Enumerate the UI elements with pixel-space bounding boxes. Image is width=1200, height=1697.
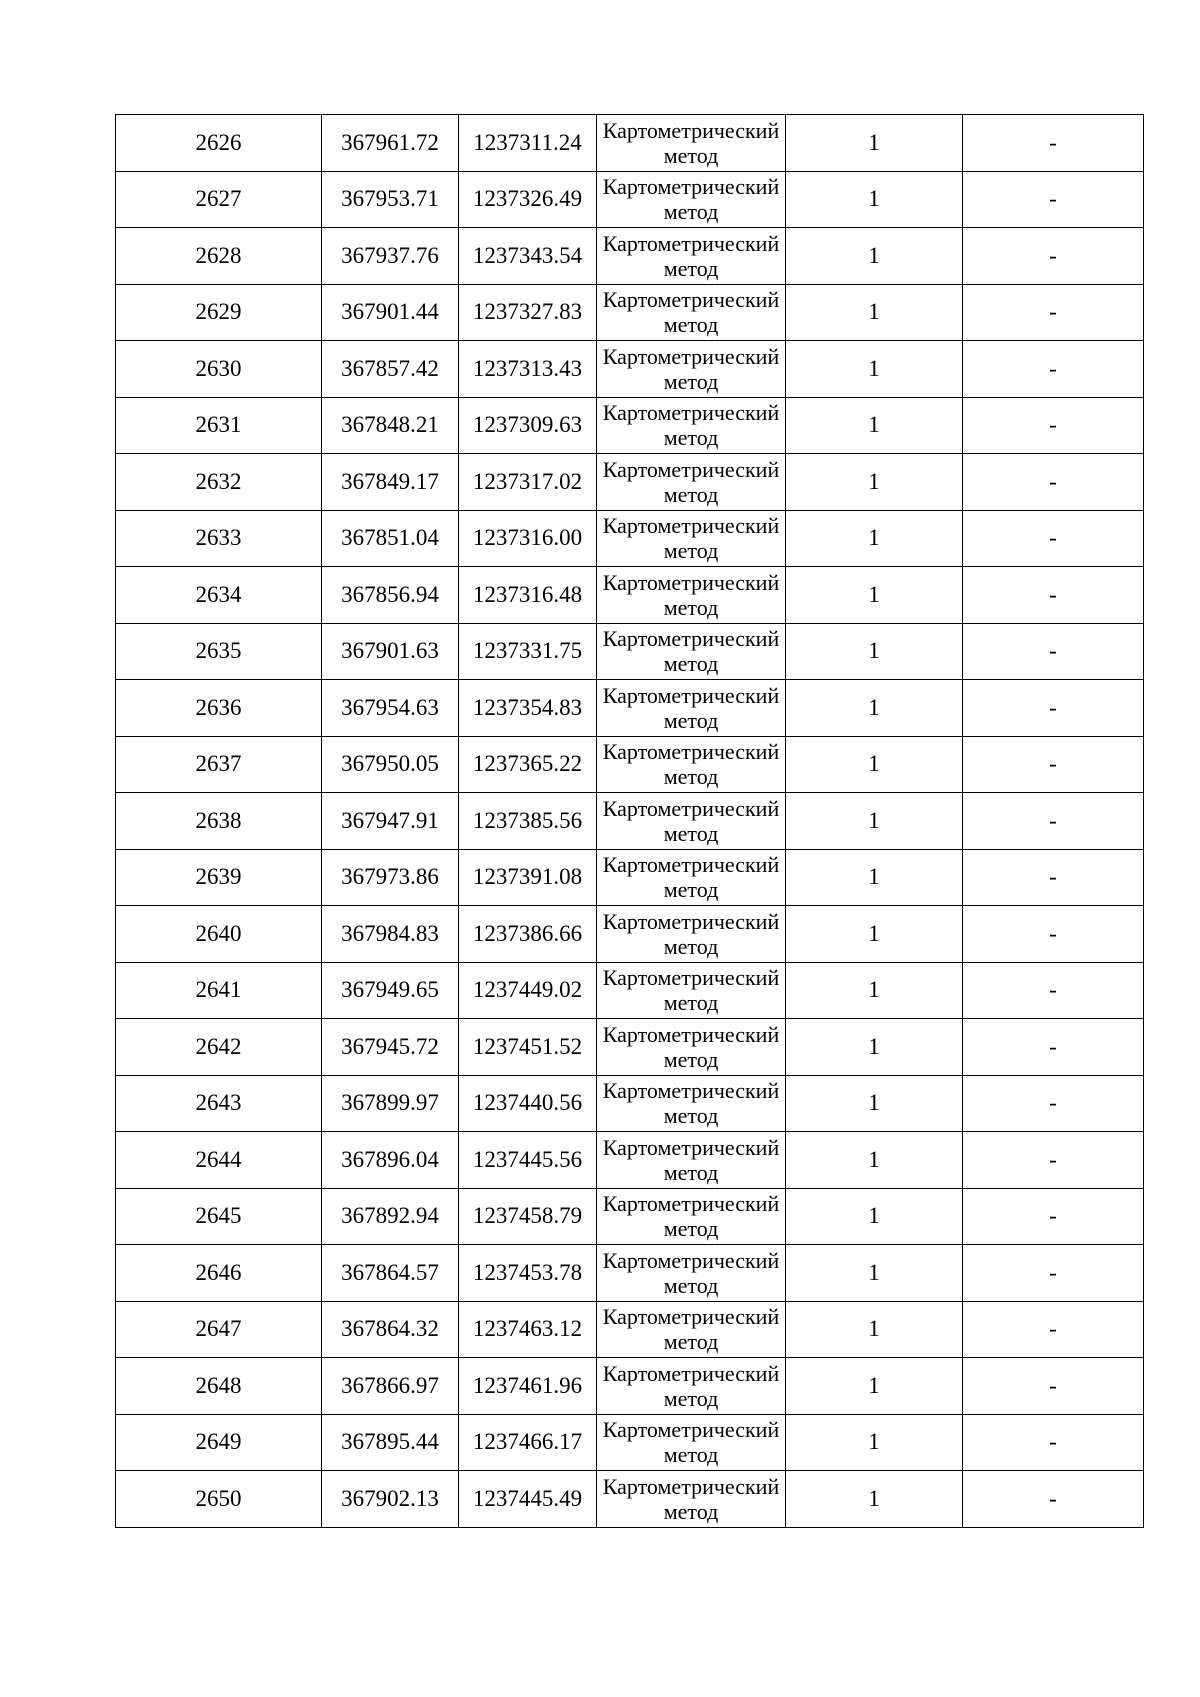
note-cell: - xyxy=(963,397,1144,454)
accuracy-cell: 1 xyxy=(786,623,963,680)
table-row xyxy=(116,510,1144,567)
method-cell: Картометрический метод xyxy=(597,284,786,341)
x-coordinate-cell: 367901.63 xyxy=(322,623,459,680)
x-coordinate-cell: 367901.44 xyxy=(322,284,459,341)
method-cell: Картометрический метод xyxy=(597,736,786,793)
x-coordinate-cell: 367892.94 xyxy=(322,1188,459,1245)
y-coordinate-cell: 1237331.75 xyxy=(459,623,597,680)
point-number-cell: 2631 xyxy=(116,397,322,454)
note-cell: - xyxy=(963,1075,1144,1132)
x-coordinate-cell: 367848.21 xyxy=(322,397,459,454)
accuracy-cell: 1 xyxy=(786,341,963,398)
point-number-cell: 2630 xyxy=(116,341,322,398)
table-row xyxy=(116,115,1144,172)
point-number-cell: 2626 xyxy=(116,115,322,172)
point-number-cell: 2646 xyxy=(116,1245,322,1302)
point-number-cell: 2640 xyxy=(116,906,322,963)
note-cell: - xyxy=(963,736,1144,793)
x-coordinate-cell: 367947.91 xyxy=(322,793,459,850)
x-coordinate-cell: 367945.72 xyxy=(322,1019,459,1076)
method-cell: Картометрический метод xyxy=(597,1471,786,1528)
note-cell: - xyxy=(963,1358,1144,1415)
method-cell: Картометрический метод xyxy=(597,1075,786,1132)
note-cell: - xyxy=(963,793,1144,850)
table-row xyxy=(116,1132,1144,1189)
method-cell: Картометрический метод xyxy=(597,510,786,567)
accuracy-cell: 1 xyxy=(786,171,963,228)
y-coordinate-cell: 1237386.66 xyxy=(459,906,597,963)
method-cell: Картометрический метод xyxy=(597,1301,786,1358)
note-cell: - xyxy=(963,1188,1144,1245)
note-cell: - xyxy=(963,1471,1144,1528)
note-cell: - xyxy=(963,906,1144,963)
y-coordinate-cell: 1237311.24 xyxy=(459,115,597,172)
y-coordinate-cell: 1237343.54 xyxy=(459,228,597,285)
accuracy-cell: 1 xyxy=(786,1245,963,1302)
accuracy-cell: 1 xyxy=(786,284,963,341)
x-coordinate-cell: 367902.13 xyxy=(322,1471,459,1528)
point-number-cell: 2636 xyxy=(116,680,322,737)
y-coordinate-cell: 1237317.02 xyxy=(459,454,597,511)
x-coordinate-cell: 367984.83 xyxy=(322,906,459,963)
x-coordinate-cell: 367896.04 xyxy=(322,1132,459,1189)
method-cell: Картометрический метод xyxy=(597,1358,786,1415)
method-cell: Картометрический метод xyxy=(597,793,786,850)
accuracy-cell: 1 xyxy=(786,454,963,511)
table-row xyxy=(116,454,1144,511)
method-cell: Картометрический метод xyxy=(597,849,786,906)
note-cell: - xyxy=(963,623,1144,680)
accuracy-cell: 1 xyxy=(786,736,963,793)
y-coordinate-cell: 1237316.00 xyxy=(459,510,597,567)
accuracy-cell: 1 xyxy=(786,906,963,963)
note-cell: - xyxy=(963,962,1144,1019)
accuracy-cell: 1 xyxy=(786,680,963,737)
x-coordinate-cell: 367866.97 xyxy=(322,1358,459,1415)
x-coordinate-cell: 367895.44 xyxy=(322,1414,459,1471)
note-cell: - xyxy=(963,567,1144,624)
table-row xyxy=(116,849,1144,906)
accuracy-cell: 1 xyxy=(786,510,963,567)
table-row xyxy=(116,736,1144,793)
point-number-cell: 2645 xyxy=(116,1188,322,1245)
x-coordinate-cell: 367899.97 xyxy=(322,1075,459,1132)
note-cell: - xyxy=(963,454,1144,511)
point-number-cell: 2635 xyxy=(116,623,322,680)
point-number-cell: 2627 xyxy=(116,171,322,228)
y-coordinate-cell: 1237463.12 xyxy=(459,1301,597,1358)
accuracy-cell: 1 xyxy=(786,849,963,906)
y-coordinate-cell: 1237453.78 xyxy=(459,1245,597,1302)
point-number-cell: 2644 xyxy=(116,1132,322,1189)
table-row xyxy=(116,962,1144,1019)
x-coordinate-cell: 367953.71 xyxy=(322,171,459,228)
method-cell: Картометрический метод xyxy=(597,623,786,680)
accuracy-cell: 1 xyxy=(786,115,963,172)
x-coordinate-cell: 367949.65 xyxy=(322,962,459,1019)
coordinates-table-body xyxy=(116,115,1144,1528)
coordinates-table xyxy=(115,114,1144,1528)
note-cell: - xyxy=(963,1132,1144,1189)
table-row xyxy=(116,1188,1144,1245)
table-row xyxy=(116,341,1144,398)
note-cell: - xyxy=(963,171,1144,228)
method-cell: Картометрический метод xyxy=(597,341,786,398)
method-cell: Картометрический метод xyxy=(597,906,786,963)
method-cell: Картометрический метод xyxy=(597,228,786,285)
note-cell: - xyxy=(963,1245,1144,1302)
table-row xyxy=(116,171,1144,228)
note-cell: - xyxy=(963,341,1144,398)
x-coordinate-cell: 367961.72 xyxy=(322,115,459,172)
accuracy-cell: 1 xyxy=(786,1132,963,1189)
method-cell: Картометрический метод xyxy=(597,567,786,624)
accuracy-cell: 1 xyxy=(786,962,963,1019)
method-cell: Картометрический метод xyxy=(597,1132,786,1189)
y-coordinate-cell: 1237326.49 xyxy=(459,171,597,228)
accuracy-cell: 1 xyxy=(786,1019,963,1076)
x-coordinate-cell: 367856.94 xyxy=(322,567,459,624)
point-number-cell: 2633 xyxy=(116,510,322,567)
table-row xyxy=(116,1358,1144,1415)
accuracy-cell: 1 xyxy=(786,1188,963,1245)
y-coordinate-cell: 1237449.02 xyxy=(459,962,597,1019)
y-coordinate-cell: 1237365.22 xyxy=(459,736,597,793)
table-row xyxy=(116,906,1144,963)
method-cell: Картометрический метод xyxy=(597,1414,786,1471)
y-coordinate-cell: 1237354.83 xyxy=(459,680,597,737)
note-cell: - xyxy=(963,1019,1144,1076)
table-row xyxy=(116,1471,1144,1528)
point-number-cell: 2648 xyxy=(116,1358,322,1415)
accuracy-cell: 1 xyxy=(786,793,963,850)
x-coordinate-cell: 367851.04 xyxy=(322,510,459,567)
x-coordinate-cell: 367954.63 xyxy=(322,680,459,737)
method-cell: Картометрический метод xyxy=(597,1019,786,1076)
table-row xyxy=(116,284,1144,341)
table-row xyxy=(116,1301,1144,1358)
accuracy-cell: 1 xyxy=(786,397,963,454)
accuracy-cell: 1 xyxy=(786,1358,963,1415)
accuracy-cell: 1 xyxy=(786,1075,963,1132)
x-coordinate-cell: 367950.05 xyxy=(322,736,459,793)
method-cell: Картометрический метод xyxy=(597,454,786,511)
y-coordinate-cell: 1237309.63 xyxy=(459,397,597,454)
accuracy-cell: 1 xyxy=(786,1301,963,1358)
point-number-cell: 2650 xyxy=(116,1471,322,1528)
point-number-cell: 2634 xyxy=(116,567,322,624)
table-row xyxy=(116,1414,1144,1471)
y-coordinate-cell: 1237440.56 xyxy=(459,1075,597,1132)
x-coordinate-cell: 367864.32 xyxy=(322,1301,459,1358)
accuracy-cell: 1 xyxy=(786,1471,963,1528)
point-number-cell: 2643 xyxy=(116,1075,322,1132)
point-number-cell: 2647 xyxy=(116,1301,322,1358)
table-row xyxy=(116,793,1144,850)
note-cell: - xyxy=(963,849,1144,906)
point-number-cell: 2632 xyxy=(116,454,322,511)
y-coordinate-cell: 1237461.96 xyxy=(459,1358,597,1415)
y-coordinate-cell: 1237316.48 xyxy=(459,567,597,624)
y-coordinate-cell: 1237445.56 xyxy=(459,1132,597,1189)
table-row xyxy=(116,1245,1144,1302)
x-coordinate-cell: 367937.76 xyxy=(322,228,459,285)
point-number-cell: 2638 xyxy=(116,793,322,850)
y-coordinate-cell: 1237313.43 xyxy=(459,341,597,398)
accuracy-cell: 1 xyxy=(786,1414,963,1471)
note-cell: - xyxy=(963,680,1144,737)
y-coordinate-cell: 1237385.56 xyxy=(459,793,597,850)
note-cell: - xyxy=(963,1414,1144,1471)
note-cell: - xyxy=(963,115,1144,172)
x-coordinate-cell: 367849.17 xyxy=(322,454,459,511)
table-row xyxy=(116,397,1144,454)
method-cell: Картометрический метод xyxy=(597,1245,786,1302)
table-row xyxy=(116,1019,1144,1076)
table-row xyxy=(116,567,1144,624)
note-cell: - xyxy=(963,284,1144,341)
table-row xyxy=(116,1075,1144,1132)
x-coordinate-cell: 367864.57 xyxy=(322,1245,459,1302)
y-coordinate-cell: 1237458.79 xyxy=(459,1188,597,1245)
point-number-cell: 2649 xyxy=(116,1414,322,1471)
method-cell: Картометрический метод xyxy=(597,115,786,172)
method-cell: Картометрический метод xyxy=(597,962,786,1019)
y-coordinate-cell: 1237327.83 xyxy=(459,284,597,341)
accuracy-cell: 1 xyxy=(786,567,963,624)
method-cell: Картометрический метод xyxy=(597,680,786,737)
note-cell: - xyxy=(963,228,1144,285)
y-coordinate-cell: 1237391.08 xyxy=(459,849,597,906)
point-number-cell: 2628 xyxy=(116,228,322,285)
note-cell: - xyxy=(963,1301,1144,1358)
x-coordinate-cell: 367973.86 xyxy=(322,849,459,906)
x-coordinate-cell: 367857.42 xyxy=(322,341,459,398)
method-cell: Картометрический метод xyxy=(597,1188,786,1245)
table-row xyxy=(116,680,1144,737)
point-number-cell: 2639 xyxy=(116,849,322,906)
accuracy-cell: 1 xyxy=(786,228,963,285)
point-number-cell: 2629 xyxy=(116,284,322,341)
table-row xyxy=(116,228,1144,285)
y-coordinate-cell: 1237466.17 xyxy=(459,1414,597,1471)
y-coordinate-cell: 1237445.49 xyxy=(459,1471,597,1528)
method-cell: Картометрический метод xyxy=(597,397,786,454)
table-row xyxy=(116,623,1144,680)
point-number-cell: 2641 xyxy=(116,962,322,1019)
point-number-cell: 2637 xyxy=(116,736,322,793)
y-coordinate-cell: 1237451.52 xyxy=(459,1019,597,1076)
note-cell: - xyxy=(963,510,1144,567)
point-number-cell: 2642 xyxy=(116,1019,322,1076)
method-cell: Картометрический метод xyxy=(597,171,786,228)
